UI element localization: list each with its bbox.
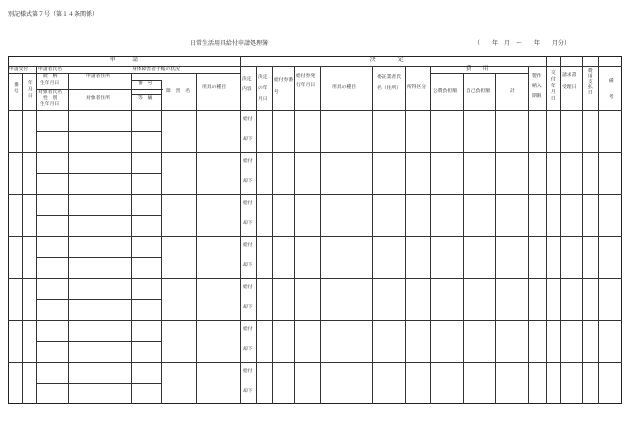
decision-reject-option: 却下 [243,389,253,394]
group-cost: 費 用 [466,66,489,72]
form-table [8,56,622,404]
hdr-disability-no: 番 号 [138,81,153,86]
decision-grant-option: 給付 [243,201,253,206]
hdr-target-address: 対象者住所 [86,96,110,101]
hdr-item-type2: 用具の種目 [332,85,356,90]
decision-grant-option: 給付 [243,327,253,332]
hdr-number: 番号 [12,82,18,95]
hdr-public: 公費負担額 [433,89,457,94]
decision-reject-option: 却下 [243,305,253,310]
hdr-applicant-name: 申請者氏名 [38,67,62,72]
decision-grant-option: 給付 [243,369,253,374]
hdr-decision-date: 決定の年月日 [258,75,268,102]
hdr-grant-no: 給付券番号 [274,78,294,95]
decision-grant-option: 給付 [243,285,253,290]
hdr-self-pay: 製作納入期限 [532,74,542,99]
decision-reject-option: 却下 [243,347,253,352]
hdr-birth: 生年月日 [40,81,60,86]
hdr-gender: 性 別 [43,96,58,101]
hdr-remarks: 備 考 [607,78,613,102]
hdr-disability-name: 障 害 名 [166,89,190,94]
hdr-grant-issue: 給付券発行年月日 [296,74,316,88]
hdr-birth2: 生年月日 [40,102,60,107]
page-title: 日常生活用具給付申請処理簿 [190,40,269,47]
hdr-relation: 続 柄 [43,74,58,79]
hdr-target-name: 対象者氏名 [38,90,62,95]
decision-grant-option: 給付 [243,159,253,164]
hdr-self: 自己負担額 [466,89,490,94]
hdr-decision-content: 決定内容 [242,77,252,92]
hdr-delivery: 交付年月日 [549,70,555,102]
group-decision: 決 定 [370,57,404,63]
decision-reject-option: 却下 [243,221,253,226]
hdr-vendor: 委託業者氏名（住所） [377,75,401,91]
decision-reject-option: 却下 [243,137,253,142]
hdr-income: 所得区分 [407,85,427,90]
hdr-grade: 等 級 [138,96,153,101]
hdr-applicant-address: 申請者住所 [86,74,110,79]
period-label: （ 年 月 〜 年 月分） [474,40,571,47]
hdr-payment: 費用支払日 [586,68,592,95]
hdr-receipt: 申請受付 [9,67,29,72]
hdr-item-type: 用具の種目 [202,85,226,90]
group-application: 申 請 [110,57,138,63]
hdr-date: 年月日 [26,80,32,99]
form-label: 別記様式第７号（第１４条関係） [8,11,99,18]
decision-reject-option: 却下 [243,263,253,268]
hdr-invoice: 請求書受理日 [562,73,577,90]
hdr-total: 計 [510,89,515,94]
decision-reject-option: 却下 [243,179,253,184]
hdr-disability: 身体障害者手帳の状況 [132,67,180,72]
decision-grant-option: 給付 [243,243,253,248]
decision-grant-option: 給付 [243,117,253,122]
